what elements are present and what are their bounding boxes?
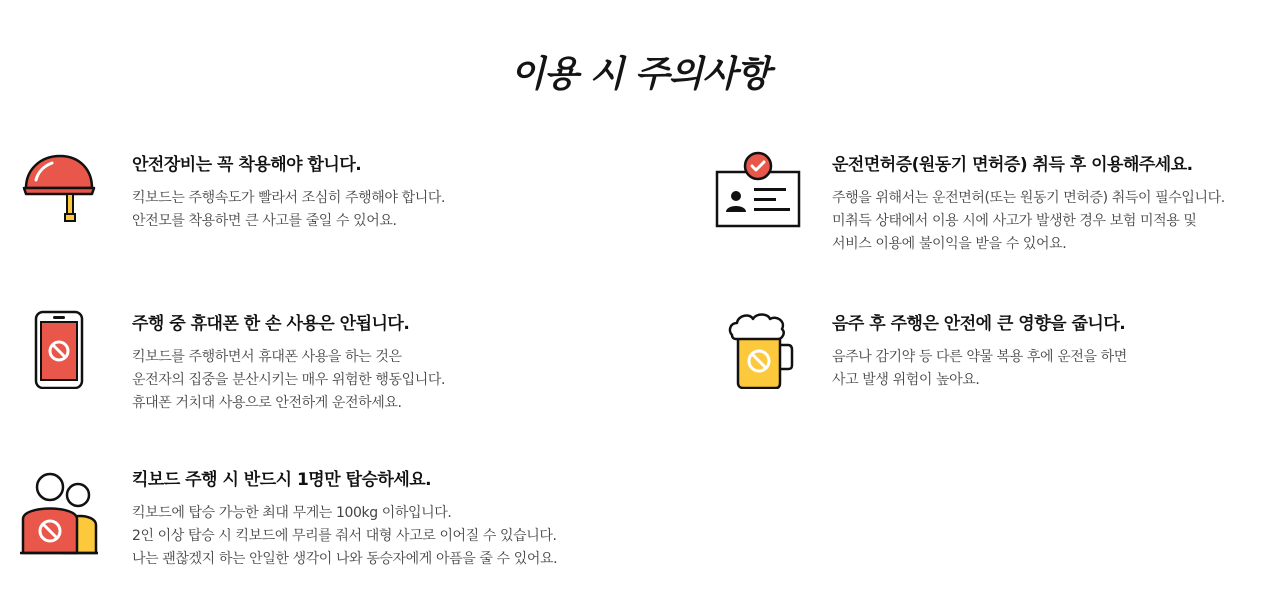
- notice-line: 음주나 감기약 등 다른 약물 복용 후에 운전을 하면: [832, 349, 1127, 365]
- license-card-icon: [718, 150, 798, 230]
- notice-line: 2인 이상 탑승 시 킥보드에 무리를 줘서 대형 사고로 이어질 수 있습니다.: [132, 528, 557, 544]
- notice-line: 서비스 이용에 불이익을 받을 수 있어요.: [832, 236, 1067, 252]
- notice-line: 휴대폰 거치대 사용으로 안전하게 운전하세요.: [132, 395, 402, 411]
- notice-line: 사고 발생 위험이 높아요.: [832, 372, 980, 388]
- page-title: 이용 시 주의사항: [510, 54, 770, 95]
- notice-title: 킥보드 주행 시 반드시 1명만 탑승하세요.: [132, 470, 432, 490]
- beer-prohibited-icon: [718, 309, 798, 389]
- phone-prohibited-icon: [20, 309, 100, 389]
- helmet-icon: [20, 150, 100, 230]
- notice-line: 나는 괜찮겠지 하는 안일한 생각이 나와 동승자에게 아픔을 줄 수 있어요.: [132, 551, 558, 567]
- notice-title: 안전장비는 꼭 착용해야 합니다.: [132, 155, 362, 175]
- two-person-prohibited-icon: [20, 465, 100, 545]
- notice-line: 주행을 위해서는 운전면허(또는 원동기 면허증) 취득이 필수입니다.: [832, 190, 1225, 206]
- notice-title: 주행 중 휴대폰 한 손 사용은 안됩니다.: [132, 314, 410, 334]
- notice-line: 미취득 상태에서 이용 시에 사고가 발생한 경우 보험 미적용 및: [832, 213, 1197, 229]
- notice-line: 킥보드는 주행속도가 빨라서 조심히 주행해야 합니다.: [132, 190, 446, 206]
- notice-line: 운전자의 집중을 분산시키는 매우 위험한 행동입니다.: [132, 372, 446, 388]
- notice-line: 킥보드에 탑승 가능한 최대 무게는 100kg 이하입니다.: [132, 505, 452, 521]
- notice-title: 음주 후 주행은 안전에 큰 영향을 줍니다.: [832, 314, 1126, 334]
- notice-line: 킥보드를 주행하면서 휴대폰 사용을 하는 것은: [132, 349, 402, 365]
- notice-title: 운전면허증(원동기 면허증) 취득 후 이용해주세요.: [832, 155, 1193, 175]
- notice-line: 안전모를 착용하면 큰 사고를 줄일 수 있어요.: [132, 213, 397, 229]
